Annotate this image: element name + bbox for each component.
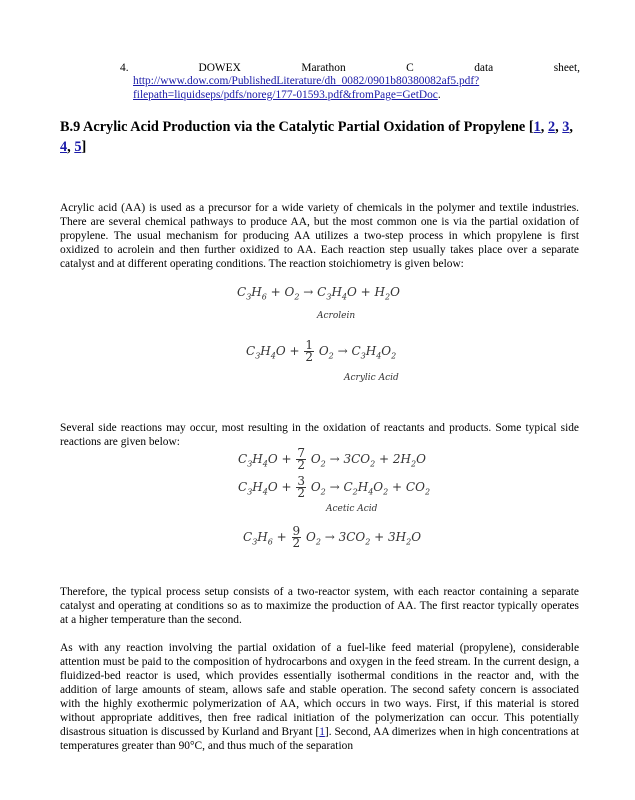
side-reaction-equations (0, 446, 635, 556)
kurland-bryant-ref-link[interactable]: 1 (319, 726, 325, 739)
reference-item-4 (120, 61, 580, 102)
ref-separator: , (555, 119, 563, 135)
safety-text-part1: As with any reaction involving the partial oxidation of a fuel-like feed material (propylene), considerable attention must be paid to the composition of hydrocarbons and oxygen in the feed stream. In the current design, a fluidized-bed reactor is used, which provides essentially isothermal conditions in the reactor and, with the addition of large amounts of steam, allows safe and stable operation. The second safety concern is associated with the highly exothermic polymerization of AA, which occurs in two ways. First, if this material is stored without appropriate additives, then free radical initiation of the polymerization can occur. This potentially disastrous situation is discussed by Kurland and Bryant [ (60, 642, 579, 739)
section-heading (60, 117, 580, 157)
reference-url-link-cont[interactable]: filepath=liquidseps/pdfs/noreg/177-01593.pdf&fromPage=GetDoc (133, 89, 438, 101)
reference-word: data (474, 62, 494, 74)
fraction-three-halves: $\frac{3}{2}$ (297, 474, 306, 500)
fraction-one-half: $\frac{1}{2}$ (305, 338, 314, 364)
equation-acetic-acid-formation: $C_3H_4O$ + $\frac{3}{2}$ $O_2 \to C_2H_4O_2 + CO_2$ (238, 474, 431, 500)
reference-word: sheet, (553, 62, 580, 74)
reference-url-link[interactable]: http://www.dow.com/PublishedLiterature/dh_0082/0901b80380082af5.pdf? (133, 75, 480, 87)
reference-trailing: . (437, 89, 441, 101)
safety-paragraph (60, 641, 579, 753)
ref-separator: , (540, 119, 548, 135)
side-reactions-paragraph: Several side reactions may occur, most resulting in the oxidation of reactants and products. Some typical side reactions are given below: (60, 422, 579, 449)
equation-acrolein-to-acrylic-acid: $C_3H_4O$ + $\frac{1}{2}$ $O_2 \to C_3H_4O_2$ (246, 338, 397, 364)
label-acrolein: Acrolein (317, 311, 356, 321)
safety-text-part2: ]. Second, AA dimerizes when in high concentrations at temperatures greater than 90°C, and thus much of the separation (60, 726, 580, 753)
section-heading-text: B.9 Acrylic Acid Production via the Catalytic Partial Oxidation of Propylene [ (60, 119, 534, 135)
equation-propylene-combustion: $C_3H_6$ + $\frac{9}{2}$ $O_2 \to 3CO_2 + 3H_2O$ (243, 524, 422, 550)
reference-word: C (406, 62, 414, 74)
reference-url-block (133, 74, 580, 102)
heading-ref-link-2[interactable]: 2 (547, 119, 556, 135)
label-acetic-acid: Acetic Acid (326, 504, 378, 514)
ref-separator: , (67, 139, 75, 155)
equation-propylene-to-acrolein: $C_3H_6 + O_2 \to C_3H_4O + H_2O$ (237, 285, 400, 302)
label-acrylic-acid: Acrylic Acid (344, 373, 399, 383)
reference-item-line1 (120, 61, 580, 74)
intro-paragraph: Acrylic acid (AA) is used as a precursor for a wide variety of chemicals in the polymer and textile industries. There are several chemical pathways to produce AA, but the most common one is via the partial oxidation of propylene. The usual mechanism for producing AA utilizes a two-step process in which propylene is first oxidized to acrolein and then further oxidized to AA. Each reaction step usually takes place over a separate catalyst and at different operating conditions. The reaction stoichiometry is given below: (60, 202, 579, 271)
reference-word: Marathon (301, 62, 346, 74)
heading-ref-link-3[interactable]: 3 (562, 119, 570, 135)
heading-ref-link-5[interactable]: 5 (74, 139, 82, 155)
process-setup-paragraph: Therefore, the typical process setup consists of a two-reactor system, with each reactor containing a separate catalyst and operating at conditions so as to maximize the production of AA. The first reactor typically operates at a higher temperature than the second. (60, 586, 579, 627)
heading-close-bracket: ] (81, 139, 87, 155)
heading-ref-link-1[interactable]: 1 (533, 119, 541, 135)
equation-acrolein-combustion: $C_3H_4O$ + $\frac{7}{2}$ $O_2 \to 3CO_2 + 2H_2O$ (238, 446, 426, 472)
ref-separator: , (569, 119, 573, 135)
heading-ref-link-4[interactable]: 4 (60, 139, 68, 155)
reference-word: DOWEX (198, 62, 241, 74)
fraction-seven-halves: $\frac{7}{2}$ (297, 446, 306, 472)
main-reaction-equations (0, 280, 635, 390)
fraction-nine-halves: $\frac{9}{2}$ (292, 524, 301, 550)
reference-number: 4. (120, 62, 129, 74)
